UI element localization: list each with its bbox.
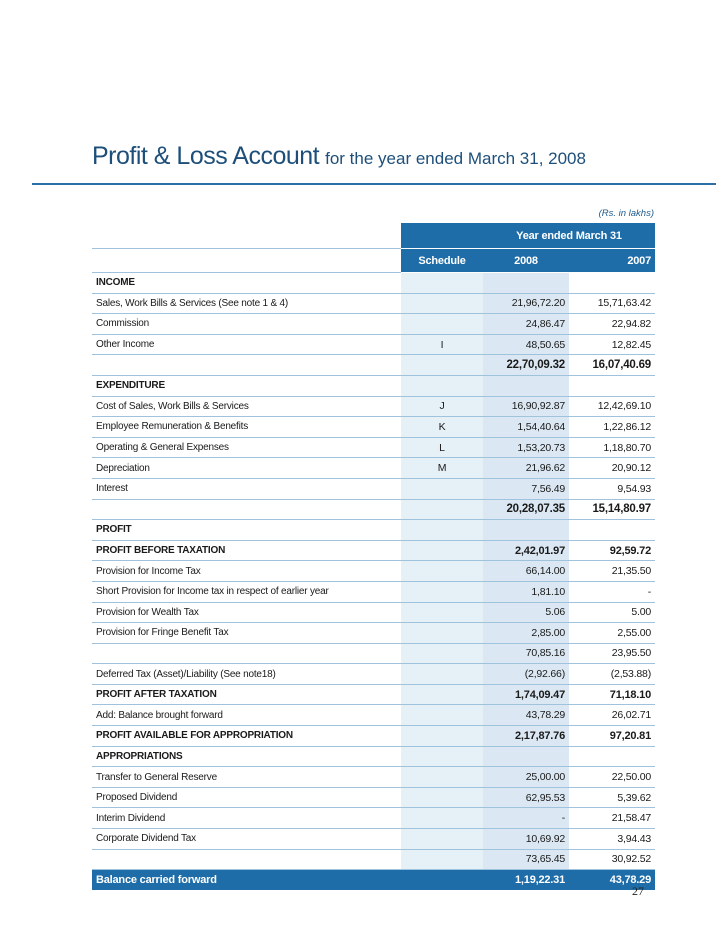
header-blank: [92, 249, 401, 273]
row-label: Provision for Income Tax: [92, 561, 401, 582]
row-label: Add: Balance brought forward: [92, 705, 401, 726]
row-schedule: L: [401, 437, 483, 458]
row-label: Corporate Dividend Tax: [92, 829, 401, 850]
row-value-2008: 1,81.10: [483, 581, 569, 602]
units-note: (Rs. in lakhs): [598, 208, 654, 219]
row-label: Deferred Tax (Asset)/Liability (See note18): [92, 664, 401, 685]
table-row: [92, 458, 655, 479]
row-value-2008: 20,28,07.35: [483, 499, 569, 520]
row-label: Sales, Work Bills & Services (See note 1 & 4): [92, 293, 401, 314]
row-schedule: [401, 849, 483, 870]
row-label: [92, 643, 401, 664]
row-label: [92, 355, 401, 376]
row-schedule: [401, 705, 483, 726]
row-label: Proposed Dividend: [92, 787, 401, 808]
row-schedule: I: [401, 334, 483, 355]
row-value-2007: [569, 746, 655, 767]
row-label: Interim Dividend: [92, 808, 401, 829]
row-value-2007: 22,50.00: [569, 767, 655, 788]
row-label: PROFIT BEFORE TAXATION: [92, 540, 401, 561]
row-label: Provision for Wealth Tax: [92, 602, 401, 623]
row-value-2008: 70,85.16: [483, 643, 569, 664]
page-title: [92, 142, 586, 171]
row-value-2007: [569, 273, 655, 294]
row-value-2008: 2,17,87.76: [483, 726, 569, 747]
row-value-2007: [569, 520, 655, 541]
table-row: [92, 293, 655, 314]
table-row: [92, 664, 655, 685]
row-schedule: [401, 355, 483, 376]
table-row: [92, 726, 655, 747]
row-schedule: [401, 746, 483, 767]
row-schedule: [401, 602, 483, 623]
row-value-2007: 12,82.45: [569, 334, 655, 355]
row-schedule: [401, 561, 483, 582]
table-row: [92, 602, 655, 623]
row-value-2008: (2,92.66): [483, 664, 569, 685]
row-schedule: [401, 726, 483, 747]
row-value-2008: -: [483, 808, 569, 829]
title-sub: for the year ended March 31, 2008: [325, 149, 586, 168]
page-number: 27: [632, 884, 644, 898]
table-row: [92, 767, 655, 788]
table-row: [92, 273, 655, 294]
table-row: [92, 437, 655, 458]
row-label: Provision for Fringe Benefit Tax: [92, 623, 401, 644]
table-row: [92, 355, 655, 376]
row-value-2008: 16,90,92.87: [483, 396, 569, 417]
row-value-2007: 12,42,69.10: [569, 396, 655, 417]
row-value-2008: 7,56.49: [483, 478, 569, 499]
row-value-2007: 1,18,80.70: [569, 437, 655, 458]
header-schedule-spacer: [401, 223, 483, 249]
row-label: Short Provision for Income tax in respect of earlier year: [92, 581, 401, 602]
row-label: APPROPRIATIONS: [92, 746, 401, 767]
row-value-2008: [483, 273, 569, 294]
row-label: PROFIT AVAILABLE FOR APPROPRIATION: [92, 726, 401, 747]
row-value-2008: 48,50.65: [483, 334, 569, 355]
table-row: [92, 561, 655, 582]
table-row: [92, 787, 655, 808]
table-row: [92, 581, 655, 602]
row-value-2008: 1,53,20.73: [483, 437, 569, 458]
row-schedule: M: [401, 458, 483, 479]
table-row: [92, 705, 655, 726]
row-label: INCOME: [92, 273, 401, 294]
row-schedule: [401, 664, 483, 685]
row-value-2008: 21,96,72.20: [483, 293, 569, 314]
row-label: Balance carried forward: [92, 870, 401, 890]
row-value-2007: 23,95.50: [569, 643, 655, 664]
row-value-2008: 1,74,09.47: [483, 684, 569, 705]
table-row: [92, 808, 655, 829]
row-schedule: [401, 478, 483, 499]
row-value-2008: 21,96.62: [483, 458, 569, 479]
row-value-2007: [569, 375, 655, 396]
row-value-2007: 30,92.52: [569, 849, 655, 870]
title-rule: [32, 183, 716, 185]
row-value-2008: 66,14.00: [483, 561, 569, 582]
header-2007: 2007: [569, 249, 655, 273]
row-value-2007: 21,58.47: [569, 808, 655, 829]
table-row: [92, 417, 655, 438]
row-label: Cost of Sales, Work Bills & Services: [92, 396, 401, 417]
header-schedule: Schedule: [401, 249, 483, 273]
table-row: [92, 849, 655, 870]
header-year-group: Year ended March 31: [483, 223, 655, 249]
row-value-2007: 15,14,80.97: [569, 499, 655, 520]
row-label: Interest: [92, 478, 401, 499]
row-value-2008: 5.06: [483, 602, 569, 623]
row-value-2007: 71,18.10: [569, 684, 655, 705]
row-value-2007: 9,54.93: [569, 478, 655, 499]
row-value-2008: 10,69.92: [483, 829, 569, 850]
row-value-2008: 1,54,40.64: [483, 417, 569, 438]
row-label: PROFIT AFTER TAXATION: [92, 684, 401, 705]
row-schedule: [401, 581, 483, 602]
table-row: [92, 684, 655, 705]
row-value-2008: [483, 375, 569, 396]
table-row: [92, 870, 655, 890]
row-label: Other Income: [92, 334, 401, 355]
row-value-2007: (2,53.88): [569, 664, 655, 685]
table-row: [92, 623, 655, 644]
row-label: Commission: [92, 314, 401, 335]
table-row: [92, 520, 655, 541]
row-schedule: [401, 787, 483, 808]
row-value-2007: 21,35.50: [569, 561, 655, 582]
row-value-2007: 2,55.00: [569, 623, 655, 644]
row-label: EXPENDITURE: [92, 375, 401, 396]
row-value-2007: 3,94.43: [569, 829, 655, 850]
row-label: Employee Remuneration & Benefits: [92, 417, 401, 438]
table-row: [92, 746, 655, 767]
row-value-2007: 22,94.82: [569, 314, 655, 335]
table-row: [92, 396, 655, 417]
header-row-group: [92, 223, 655, 249]
row-label: Operating & General Expenses: [92, 437, 401, 458]
row-value-2008: 2,42,01.97: [483, 540, 569, 561]
row-schedule: [401, 684, 483, 705]
table-row: [92, 375, 655, 396]
row-schedule: [401, 767, 483, 788]
row-value-2007: 5,39.62: [569, 787, 655, 808]
header-row-columns: [92, 249, 655, 273]
row-value-2008: [483, 520, 569, 541]
row-schedule: [401, 829, 483, 850]
row-label: Transfer to General Reserve: [92, 767, 401, 788]
header-blank: [92, 223, 401, 249]
row-label: [92, 499, 401, 520]
row-schedule: K: [401, 417, 483, 438]
row-value-2007: 26,02.71: [569, 705, 655, 726]
table-row: [92, 540, 655, 561]
title-main: Profit & Loss Account: [92, 142, 320, 170]
row-value-2007: 97,20.81: [569, 726, 655, 747]
row-value-2007: 1,22,86.12: [569, 417, 655, 438]
row-schedule: [401, 520, 483, 541]
row-value-2008: 25,00.00: [483, 767, 569, 788]
row-label: PROFIT: [92, 520, 401, 541]
row-value-2007: 20,90.12: [569, 458, 655, 479]
row-value-2008: 73,65.45: [483, 849, 569, 870]
row-schedule: [401, 870, 483, 890]
table-row: [92, 314, 655, 335]
row-value-2008: 22,70,09.32: [483, 355, 569, 376]
row-schedule: [401, 643, 483, 664]
table-row: [92, 829, 655, 850]
table-row: [92, 499, 655, 520]
row-value-2007: 5.00: [569, 602, 655, 623]
table-row: [92, 643, 655, 664]
row-schedule: [401, 314, 483, 335]
row-value-2008: 24,86.47: [483, 314, 569, 335]
row-label: Depreciation: [92, 458, 401, 479]
table-row: [92, 478, 655, 499]
row-value-2007: 43,78.29: [569, 870, 655, 890]
row-value-2008: 1,19,22.31: [483, 870, 569, 890]
row-value-2007: 92,59.72: [569, 540, 655, 561]
row-value-2007: 15,71,63.42: [569, 293, 655, 314]
row-value-2008: [483, 746, 569, 767]
header-2008: 2008: [483, 249, 569, 273]
row-schedule: [401, 540, 483, 561]
row-label: [92, 849, 401, 870]
row-schedule: [401, 293, 483, 314]
row-value-2007: 16,07,40.69: [569, 355, 655, 376]
row-schedule: [401, 273, 483, 294]
row-schedule: [401, 808, 483, 829]
table-row: [92, 334, 655, 355]
row-schedule: J: [401, 396, 483, 417]
row-value-2007: -: [569, 581, 655, 602]
profit-loss-table: [92, 223, 655, 890]
row-value-2008: 43,78.29: [483, 705, 569, 726]
row-schedule: [401, 375, 483, 396]
row-value-2008: 62,95.53: [483, 787, 569, 808]
row-schedule: [401, 623, 483, 644]
row-schedule: [401, 499, 483, 520]
row-value-2008: 2,85.00: [483, 623, 569, 644]
